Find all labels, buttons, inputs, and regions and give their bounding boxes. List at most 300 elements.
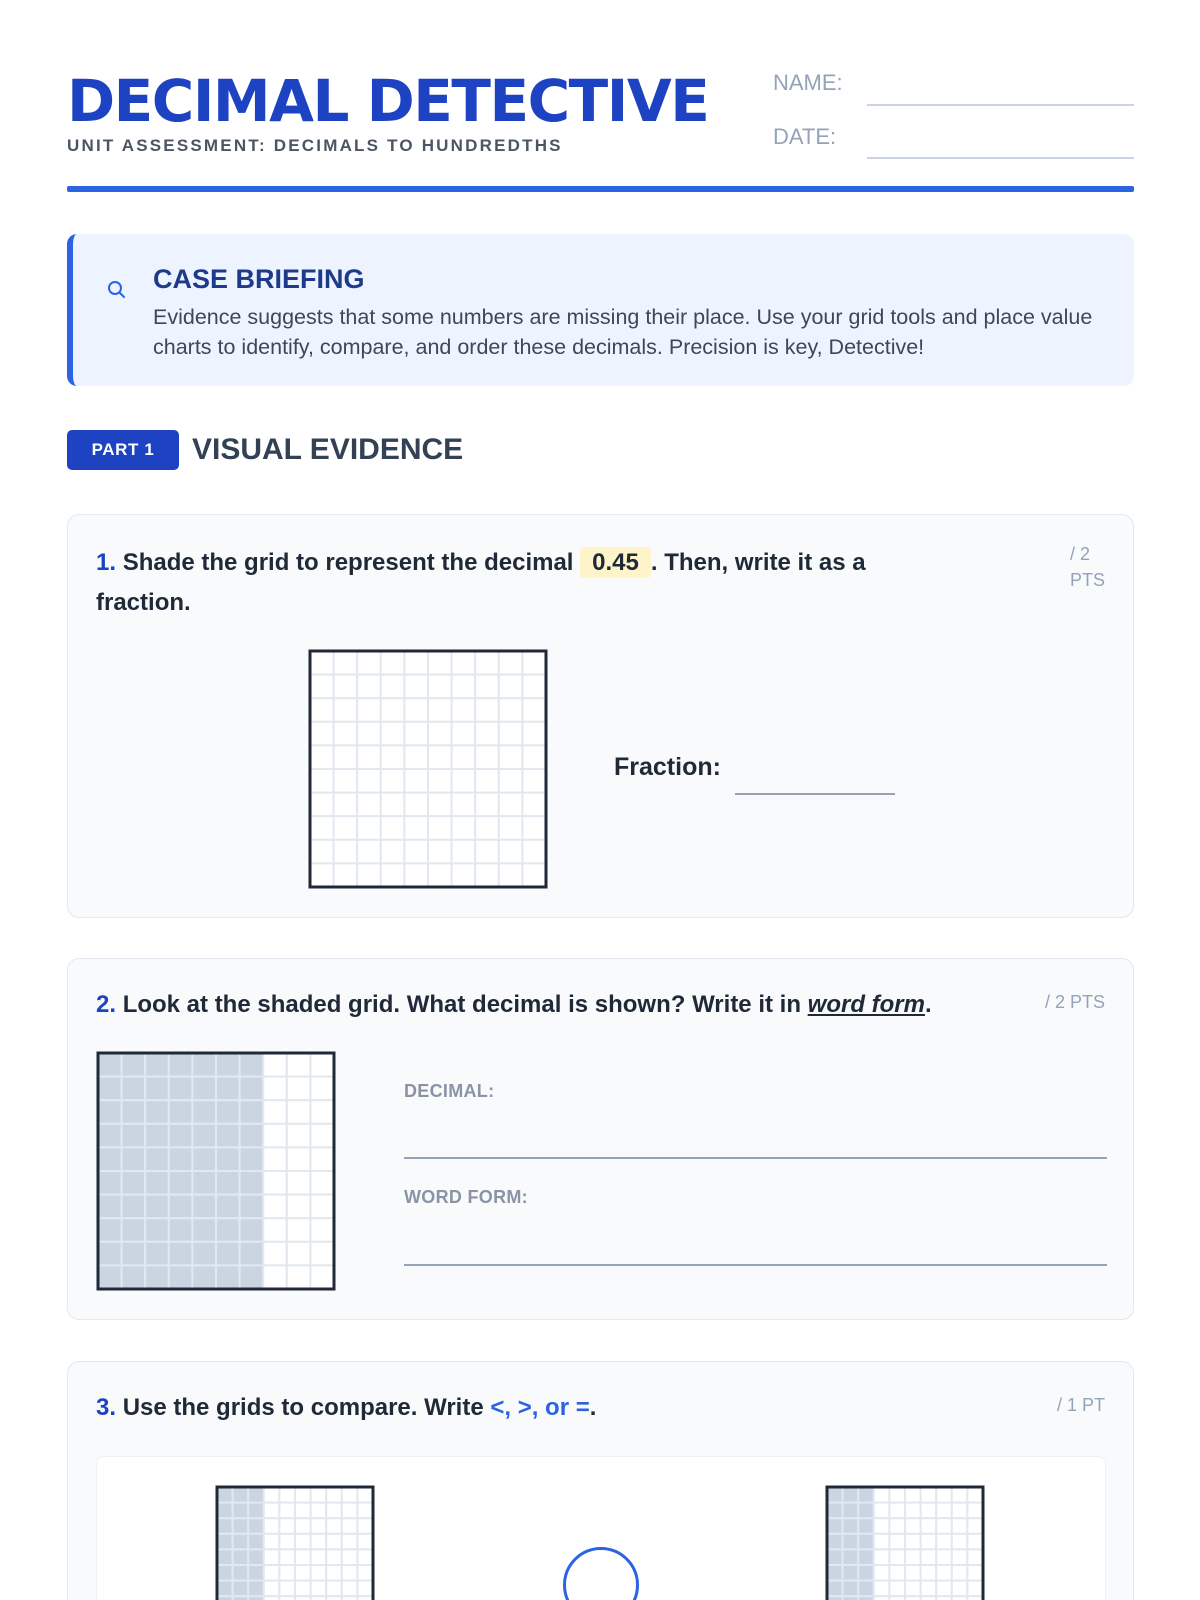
shaded-cell — [233, 1581, 249, 1597]
grid-cell[interactable] — [334, 675, 358, 699]
grid-cell — [357, 1503, 373, 1519]
shaded-cell — [843, 1549, 859, 1565]
grid-cell[interactable] — [499, 651, 523, 675]
fraction-answer-field[interactable] — [735, 793, 895, 795]
grid-cell[interactable] — [404, 769, 428, 793]
shaded-cell — [858, 1503, 874, 1519]
grid-cell[interactable] — [428, 863, 452, 887]
shaded-cell — [233, 1565, 249, 1581]
grid-cell[interactable] — [381, 745, 405, 769]
shaded-cell — [192, 1242, 216, 1266]
shaded-cell — [122, 1147, 146, 1171]
grid-cell[interactable] — [357, 793, 381, 817]
grid-cell — [874, 1565, 890, 1581]
grid-cell[interactable] — [310, 698, 334, 722]
shaded-cell — [145, 1171, 169, 1195]
shaded-cell — [858, 1581, 874, 1597]
grid-cell — [889, 1518, 905, 1534]
grid-cell[interactable] — [334, 863, 358, 887]
grid-cell — [310, 1171, 334, 1195]
grid-cell[interactable] — [310, 745, 334, 769]
shaded-cell — [233, 1596, 249, 1600]
shaded-cell — [192, 1147, 216, 1171]
question-text — [96, 1388, 996, 1428]
grid-cell — [952, 1487, 968, 1503]
grid-cell[interactable] — [499, 769, 523, 793]
shaded-cell — [169, 1218, 193, 1242]
shaded-cell — [233, 1549, 249, 1565]
grid-cell[interactable] — [404, 722, 428, 746]
grid-cell[interactable] — [452, 651, 476, 675]
grid-cell[interactable] — [381, 651, 405, 675]
grid-cell — [905, 1581, 921, 1597]
grid-cell[interactable] — [310, 816, 334, 840]
grid-cell[interactable] — [475, 816, 499, 840]
shaded-cell — [98, 1218, 122, 1242]
grid-cell — [287, 1053, 311, 1077]
grid-cell[interactable] — [452, 769, 476, 793]
grid-cell[interactable] — [522, 769, 546, 793]
grid-cell — [295, 1534, 311, 1550]
grid-cell — [311, 1549, 327, 1565]
grid-cell — [936, 1534, 952, 1550]
grid-cell — [967, 1487, 983, 1503]
grid-cell[interactable] — [334, 745, 358, 769]
question-number: 3. — [96, 1394, 117, 1421]
question-number: 1. — [96, 549, 117, 576]
comparison-answer-circle[interactable] — [563, 1547, 639, 1600]
grid-cell[interactable] — [357, 698, 381, 722]
grid-cell — [264, 1503, 280, 1519]
shaded-cell — [145, 1265, 169, 1289]
shaded-cell — [145, 1124, 169, 1148]
grid-cell — [952, 1596, 968, 1600]
grid-cell — [326, 1565, 342, 1581]
points-label: / 1 PT — [1056, 1395, 1105, 1415]
grid-cell — [342, 1503, 358, 1519]
decimal-answer-field[interactable] — [404, 1157, 1107, 1159]
grid-cell — [279, 1487, 295, 1503]
grid-cell — [287, 1171, 311, 1195]
shaded-cell — [843, 1534, 859, 1550]
points-unit: PTS — [1069, 570, 1105, 590]
grid-cell[interactable] — [499, 863, 523, 887]
grid-cell — [264, 1565, 280, 1581]
grid-cell[interactable] — [381, 840, 405, 864]
left-comparison-grid — [215, 1485, 375, 1600]
question-prompt: Use the grids to compare. Write — [122, 1394, 484, 1421]
grid-cell[interactable] — [357, 816, 381, 840]
shaded-cell — [233, 1487, 249, 1503]
shaded-cell — [192, 1124, 216, 1148]
question-text — [96, 543, 956, 623]
grid-cell[interactable] — [452, 722, 476, 746]
grid-cell — [326, 1503, 342, 1519]
comparison-area — [96, 1456, 1106, 1600]
grid-cell — [936, 1487, 952, 1503]
grid-cell[interactable] — [357, 722, 381, 746]
shaded-cell — [98, 1195, 122, 1219]
grid-cell[interactable] — [310, 651, 334, 675]
shaded-cell — [843, 1596, 859, 1600]
grid-cell — [264, 1549, 280, 1565]
grid-cell — [936, 1565, 952, 1581]
shaded-cell — [216, 1100, 240, 1124]
grid-cell[interactable] — [357, 769, 381, 793]
grid-cell[interactable] — [404, 840, 428, 864]
grid-cell — [952, 1503, 968, 1519]
grid-cell[interactable] — [404, 651, 428, 675]
grid-cell[interactable] — [499, 745, 523, 769]
shaded-cell — [216, 1242, 240, 1266]
grid-cell[interactable] — [499, 675, 523, 699]
grid-cell[interactable] — [475, 769, 499, 793]
grid-cell[interactable] — [310, 769, 334, 793]
grid-cell[interactable] — [428, 745, 452, 769]
grid-cell[interactable] — [475, 745, 499, 769]
grid-cell — [357, 1534, 373, 1550]
shaded-cell — [248, 1534, 264, 1550]
grid-cell[interactable] — [428, 793, 452, 817]
grid-cell[interactable] — [499, 722, 523, 746]
grid-cell[interactable] — [404, 698, 428, 722]
grid-cell — [264, 1596, 280, 1600]
hundredths-grid[interactable] — [308, 649, 548, 889]
grid-cell[interactable] — [334, 722, 358, 746]
question-card-1 — [67, 514, 1134, 918]
grid-cell — [326, 1596, 342, 1600]
question-prompt-end: . — [924, 991, 932, 1018]
shaded-cell — [827, 1565, 843, 1581]
grid-cell[interactable] — [357, 745, 381, 769]
grid-cell[interactable] — [499, 793, 523, 817]
grid-cell[interactable] — [334, 793, 358, 817]
grid-cell[interactable] — [522, 651, 546, 675]
shaded-cell — [858, 1487, 874, 1503]
grid-cell[interactable] — [357, 675, 381, 699]
shaded-cell — [240, 1147, 264, 1171]
grid-cell — [287, 1124, 311, 1148]
grid-cell — [295, 1581, 311, 1597]
grid-cell — [311, 1487, 327, 1503]
grid-cell — [967, 1503, 983, 1519]
shaded-cell — [145, 1147, 169, 1171]
grid-cell — [287, 1218, 311, 1242]
grid-cell[interactable] — [381, 675, 405, 699]
shaded-cell — [240, 1195, 264, 1219]
grid-cell — [905, 1518, 921, 1534]
grid-cell[interactable] — [310, 863, 334, 887]
grid-cell[interactable] — [499, 698, 523, 722]
grid-cell[interactable] — [381, 863, 405, 887]
grid-cell[interactable] — [522, 675, 546, 699]
shaded-cell — [192, 1077, 216, 1101]
grid-cell[interactable] — [381, 722, 405, 746]
grid-cell — [279, 1596, 295, 1600]
grid-cell[interactable] — [357, 651, 381, 675]
shaded-cell — [858, 1565, 874, 1581]
points-label: / 2 PTS — [1044, 992, 1105, 1012]
shaded-cell — [858, 1534, 874, 1550]
grid-cell[interactable] — [404, 816, 428, 840]
shaded-cell — [98, 1077, 122, 1101]
grid-cell — [952, 1549, 968, 1565]
grid-cell[interactable] — [428, 651, 452, 675]
shaded-cell — [217, 1534, 233, 1550]
grid-cell — [263, 1077, 287, 1101]
name-field[interactable] — [867, 104, 1134, 106]
grid-cell[interactable] — [475, 698, 499, 722]
grid-cell — [342, 1549, 358, 1565]
grid-cell — [874, 1596, 890, 1600]
grid-cell[interactable] — [452, 675, 476, 699]
grid-cell[interactable] — [452, 698, 476, 722]
shaded-cell — [169, 1053, 193, 1077]
shaded-cell — [240, 1171, 264, 1195]
shaded-cell — [827, 1518, 843, 1534]
grid-cell — [874, 1503, 890, 1519]
grid-cell — [263, 1218, 287, 1242]
shaded-cell — [122, 1218, 146, 1242]
page-subtitle: UNIT ASSESSMENT: DECIMALS TO HUNDREDTHS — [67, 136, 563, 155]
grid-cell — [936, 1518, 952, 1534]
grid-cell[interactable] — [310, 675, 334, 699]
grid-cell[interactable] — [522, 863, 546, 887]
grid-cell[interactable] — [475, 840, 499, 864]
grid-cell — [905, 1534, 921, 1550]
grid-cell[interactable] — [428, 769, 452, 793]
grid-cell[interactable] — [334, 698, 358, 722]
grid-cell[interactable] — [428, 722, 452, 746]
grid-cell[interactable] — [404, 675, 428, 699]
grid-cell — [263, 1265, 287, 1289]
decimal-highlight: 0.45 — [580, 547, 651, 578]
grid-cell — [967, 1518, 983, 1534]
shaded-cell — [122, 1124, 146, 1148]
shaded-cell — [169, 1195, 193, 1219]
grid-cell — [357, 1596, 373, 1600]
grid-cell — [921, 1518, 937, 1534]
grid-cell — [263, 1124, 287, 1148]
grid-cell — [874, 1549, 890, 1565]
grid-cell — [279, 1503, 295, 1519]
grid-cell — [311, 1503, 327, 1519]
shaded-cell — [122, 1077, 146, 1101]
shaded-cell — [122, 1195, 146, 1219]
grid-cell — [279, 1565, 295, 1581]
grid-cell[interactable] — [381, 816, 405, 840]
word-form-answer-field[interactable] — [404, 1264, 1107, 1266]
grid-cell[interactable] — [522, 698, 546, 722]
grid-cell[interactable] — [452, 816, 476, 840]
shaded-cell — [216, 1053, 240, 1077]
shaded-cell — [248, 1487, 264, 1503]
grid-cell — [326, 1581, 342, 1597]
grid-cell[interactable] — [334, 840, 358, 864]
grid-cell[interactable] — [452, 745, 476, 769]
grid-cell — [936, 1581, 952, 1597]
shaded-cell — [169, 1077, 193, 1101]
grid-cell[interactable] — [381, 769, 405, 793]
grid-cell — [342, 1487, 358, 1503]
shaded-cell — [98, 1147, 122, 1171]
grid-cell — [936, 1549, 952, 1565]
grid-cell — [936, 1596, 952, 1600]
grid-cell — [342, 1581, 358, 1597]
case-briefing — [67, 234, 1134, 386]
grid-cell — [921, 1534, 937, 1550]
grid-cell — [295, 1565, 311, 1581]
shaded-cell — [122, 1053, 146, 1077]
grid-cell[interactable] — [310, 793, 334, 817]
shaded-cell — [216, 1195, 240, 1219]
grid-cell — [889, 1503, 905, 1519]
grid-cell — [310, 1195, 334, 1219]
grid-cell — [287, 1195, 311, 1219]
shaded-cell — [216, 1147, 240, 1171]
grid-cell — [936, 1503, 952, 1519]
shaded-cell — [217, 1503, 233, 1519]
grid-cell[interactable] — [428, 675, 452, 699]
shaded-cell — [169, 1100, 193, 1124]
grid-cell — [967, 1565, 983, 1581]
date-label: DATE: — [773, 124, 837, 149]
question-text — [96, 985, 1046, 1025]
grid-cell[interactable] — [475, 651, 499, 675]
shaded-cell — [248, 1581, 264, 1597]
grid-cell — [921, 1487, 937, 1503]
shaded-cell — [827, 1596, 843, 1600]
shaded-cell — [122, 1242, 146, 1266]
grid-cell[interactable] — [475, 675, 499, 699]
shaded-cell — [98, 1242, 122, 1266]
grid-cell[interactable] — [475, 722, 499, 746]
grid-cell[interactable] — [310, 722, 334, 746]
shaded-cell — [233, 1503, 249, 1519]
grid-cell[interactable] — [522, 793, 546, 817]
grid-cell[interactable] — [404, 745, 428, 769]
date-field[interactable] — [867, 157, 1134, 159]
grid-cell[interactable] — [381, 698, 405, 722]
shaded-cell — [240, 1100, 264, 1124]
grid-cell[interactable] — [452, 793, 476, 817]
grid-cell — [310, 1265, 334, 1289]
shaded-cell — [827, 1581, 843, 1597]
grid-cell[interactable] — [522, 745, 546, 769]
grid-cell — [311, 1565, 327, 1581]
grid-cell — [295, 1549, 311, 1565]
shaded-cell — [145, 1218, 169, 1242]
shaded-cell — [843, 1518, 859, 1534]
grid-cell — [263, 1147, 287, 1171]
grid-cell — [905, 1503, 921, 1519]
grid-cell — [264, 1518, 280, 1534]
grid-cell — [311, 1596, 327, 1600]
shaded-cell — [248, 1596, 264, 1600]
grid-cell — [357, 1487, 373, 1503]
shaded-cell — [145, 1100, 169, 1124]
shaded-cell — [98, 1265, 122, 1289]
grid-cell — [287, 1242, 311, 1266]
grid-cell — [874, 1487, 890, 1503]
shaded-cell — [248, 1503, 264, 1519]
grid-cell — [263, 1242, 287, 1266]
grid-cell[interactable] — [475, 793, 499, 817]
grid-cell[interactable] — [310, 840, 334, 864]
grid-cell[interactable] — [428, 698, 452, 722]
shaded-cell — [858, 1518, 874, 1534]
comparison-symbols: <, >, or = — [490, 1394, 590, 1421]
grid-cell — [921, 1503, 937, 1519]
grid-cell — [295, 1518, 311, 1534]
grid-cell[interactable] — [452, 863, 476, 887]
shaded-cell — [192, 1171, 216, 1195]
grid-cell — [287, 1265, 311, 1289]
grid-cell — [889, 1581, 905, 1597]
grid-cell[interactable] — [334, 651, 358, 675]
grid-cell[interactable] — [404, 793, 428, 817]
shaded-cell — [192, 1100, 216, 1124]
grid-cell — [889, 1487, 905, 1503]
part-title: VISUAL EVIDENCE — [192, 433, 464, 466]
shaded-cell — [827, 1503, 843, 1519]
grid-cell[interactable] — [428, 816, 452, 840]
fraction-label: Fraction: — [614, 753, 721, 781]
grid-cell — [874, 1581, 890, 1597]
shaded-cell — [145, 1242, 169, 1266]
word-form-emphasis: word form — [807, 991, 925, 1018]
grid-cell — [889, 1565, 905, 1581]
grid-cell — [311, 1581, 327, 1597]
briefing-title: CASE BRIEFING — [153, 264, 365, 294]
grid-cell[interactable] — [334, 769, 358, 793]
grid-cell — [264, 1581, 280, 1597]
grid-cell — [279, 1581, 295, 1597]
grid-cell[interactable] — [499, 816, 523, 840]
shaded-cell — [216, 1265, 240, 1289]
grid-cell[interactable] — [357, 863, 381, 887]
grid-cell — [311, 1534, 327, 1550]
grid-cell[interactable] — [404, 863, 428, 887]
shaded-cell — [240, 1124, 264, 1148]
grid-cell[interactable] — [499, 840, 523, 864]
shaded-cell — [217, 1596, 233, 1600]
grid-cell[interactable] — [428, 840, 452, 864]
grid-cell[interactable] — [522, 816, 546, 840]
grid-cell — [310, 1124, 334, 1148]
grid-cell[interactable] — [381, 793, 405, 817]
grid-cell[interactable] — [357, 840, 381, 864]
question-prompt-end: . Then, write it as a fraction. — [96, 549, 866, 616]
part-badge: PART 1 — [67, 430, 179, 470]
grid-cell[interactable] — [522, 840, 546, 864]
grid-cell[interactable] — [452, 840, 476, 864]
grid-cell[interactable] — [475, 863, 499, 887]
shaded-cell — [169, 1265, 193, 1289]
grid-cell[interactable] — [522, 722, 546, 746]
question-prompt-end: . — [589, 1394, 597, 1421]
shaded-cell — [240, 1053, 264, 1077]
grid-cell — [287, 1147, 311, 1171]
grid-cell — [264, 1487, 280, 1503]
shaded-cell — [240, 1077, 264, 1101]
shaded-cell — [248, 1518, 264, 1534]
grid-cell — [342, 1596, 358, 1600]
shaded-cell — [858, 1596, 874, 1600]
shaded-cell — [169, 1242, 193, 1266]
grid-cell[interactable] — [334, 816, 358, 840]
grid-cell — [326, 1549, 342, 1565]
